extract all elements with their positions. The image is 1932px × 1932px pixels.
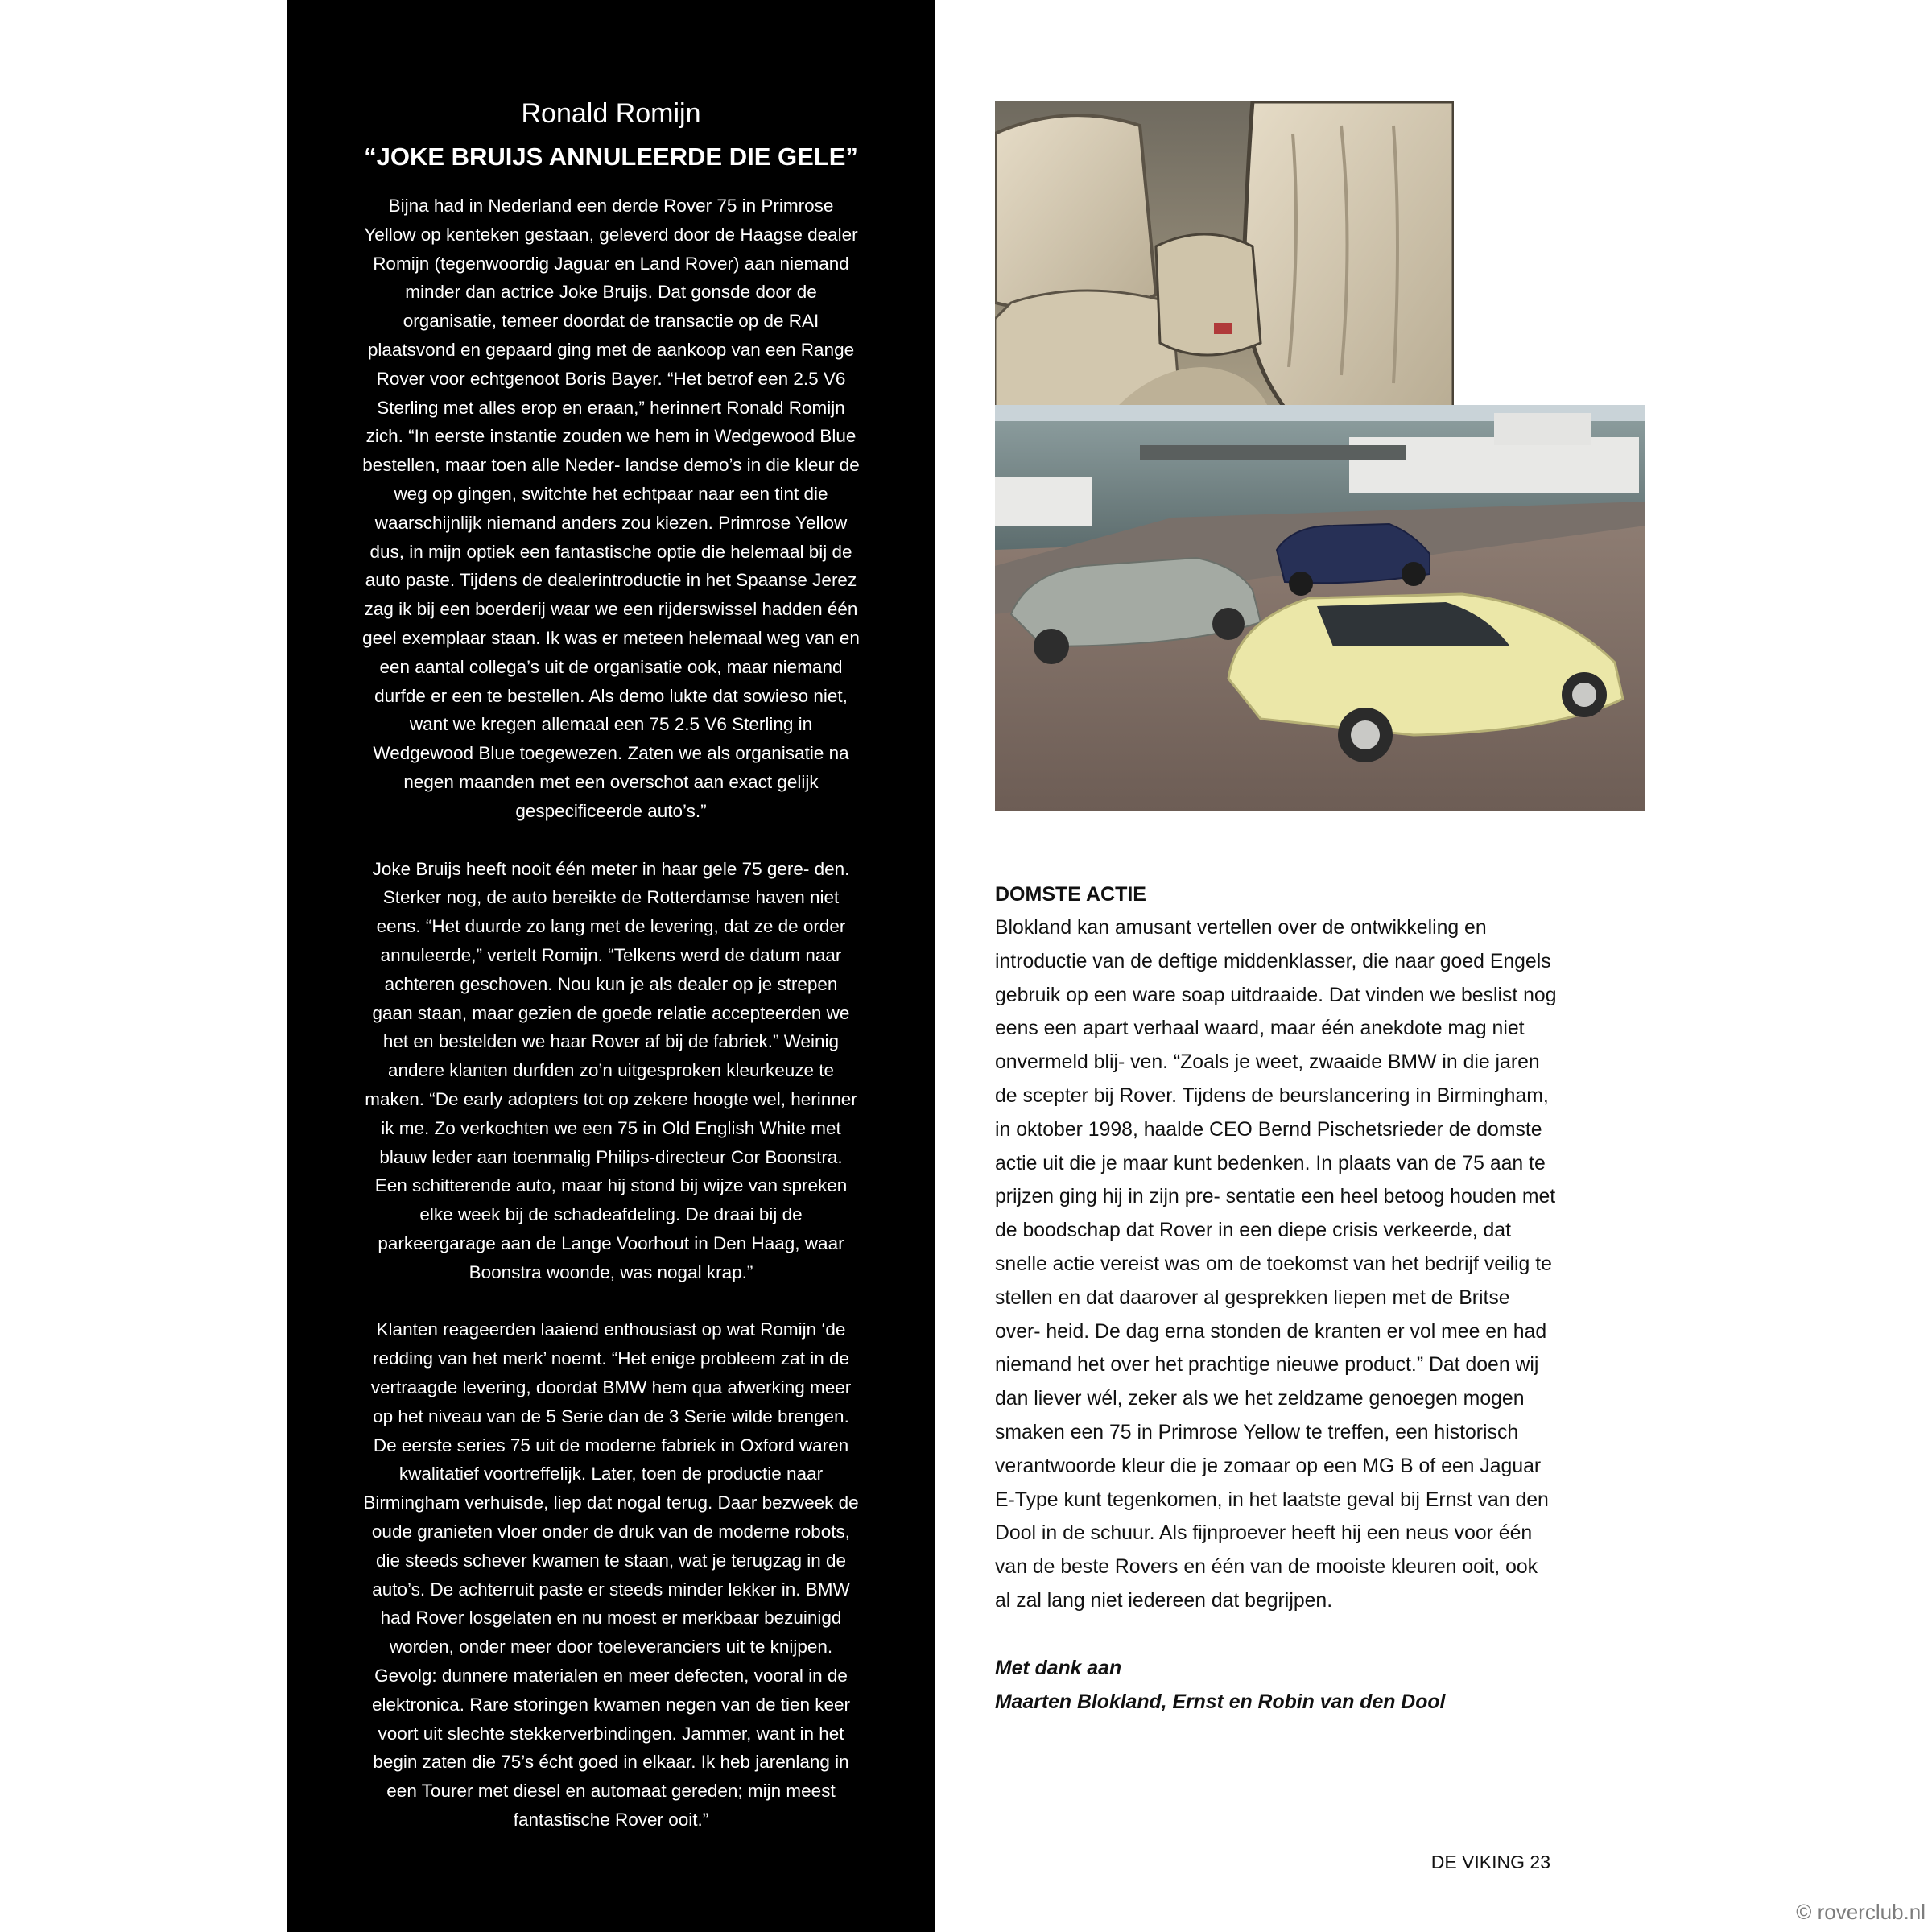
article-heading: DOMSTE ACTIE xyxy=(995,883,1146,906)
article xyxy=(995,877,1558,1719)
credits-title: Met dank aan xyxy=(995,1657,1122,1679)
sidebar-panel xyxy=(287,0,935,1932)
page-number-label: DE VIKING 23 xyxy=(1430,1852,1550,1872)
credits xyxy=(995,1652,1558,1719)
sidebar-name: Ronald Romijn xyxy=(521,98,701,129)
sidebar-headline: “JOKE BRUIJS ANNULEERDE DIE GELE” xyxy=(364,142,858,171)
sidebar-paragraph: Klanten reageerden laaiend enthousiast op wat Romijn ‘de redding van het merk’ noemt. “Het enige probleem zat in de vertraagde levering, doordat BMW hem qua afwerking meer op het niveau van de 5 Serie dan de 3 Serie wilde brengen. De eerste series 75 uit de moderne fabriek in Oxford waren kwalitatief voortreffelijk. Later, toen de productie naar Birmingham verhuisde, liep dat nogal terug. Daar bezweek de oude granieten vloer onder de druk van de moderne robots, die steeds schever kwamen te staan, wat je terugzag in de auto’s. De achterruit paste er steeds minder lekker in. BMW had Rover losgelaten en nu moest er merkbaar bezuinigd worden, onder meer door toeleveranciers uit te knijpen. Gevolg: dunnere materialen en meer defecten, vooral in de elektronica. Rare storingen kwamen negen van de tien keer voort uit slechte stekkerverbindingen. Jammer, want in het begin zaten die 75’s écht goed in elkaar. Ik heb jarenlang in een Tourer met diesel en automaat gereden; mijn meest fantastische Rover ooit.” xyxy=(363,1319,859,1831)
sidebar-paragraph: Bijna had in Nederland een derde Rover 75 in Primrose Yellow op kenteken gestaan, geleverd door de Haagse dealer Romijn (tegenwoordig Jaguar en Land Rover) aan niemand minder dan actrice Joke Bruijs. Dat gonsde door de organisatie, temeer doordat de transactie op de RAI plaatsvond en gepaard ging met de aankoop van een Range Rover voor echtgenoot Boris Bayer. “Het betrof een 2.5 V6 Sterling met alles erop en eraan,” herinnert Ronald Romijn zich. “In eerste instantie zouden we hem in Wedgewood Blue bestellen, maar toen alle Neder- landse demo’s in die kleur de weg op gingen, switchte het echtpaar naar een tint die waarschijnlijk niemand anders zou kiezen. Primrose Yellow dus, in mijn optiek een fantastische optie die helemaal bij de auto paste. Tijdens de dealerintroductie in het Spaanse Jerez zag ik bij een boerderij waar we een rijderswissel hadden één geel exemplaar staan. Ik was er meteen helemaal weg van en een aantal collega’s uit de organisatie ook, maar niemand durfde er een te bestellen. Als demo lukte dat sowieso niet, want we kregen allemaal een 75 2.5 V6 Sterling in Wedgewood Blue toegewezen. Zaten we als organisatie na negen maanden met een overschot aan exact gelijk gespecificeerde auto’s.” xyxy=(362,196,860,821)
credits-names: Maarten Blokland, Ernst en Robin van den Dool xyxy=(995,1690,1446,1713)
photo-harbour-cars xyxy=(995,405,1645,811)
sidebar-body xyxy=(362,192,860,1864)
article-body: Blokland kan amusant vertellen over de ontwikkeling en introductie van de deftige middenklasser, die naar goed Engels gebruik op een ware soap uitdraaide. Dat vinden we beslist nog eens een apart verhaal waard, maar één anekdote mag niet onvermeld blij- ven. “Zoals je weet, zwaaide BMW in die jaren de scepter bij Rover. Tijdens de beurslancering in Birmingham, in oktober 1998, haalde CEO Bernd Pischetsrieder de domste actie uit die je maar kunt bedenken. In plaats van de 75 aan te prijzen ging hij in zijn pre- sentatie een heel betoog houden met de boodschap dat Rover in een diepe crisis verkeerde, dat snelle actie vereist was om de toekomst van het bedrijf veilig te stellen en dat daarover al gesprekken liepen met de Britse over- heid. De dag erna stonden de kranten er vol mee en had niemand het over het prachtige nieuwe product.” Dat doen wij dan liever wél, zeker als we het zeldzame genoegen mogen smaken een 75 in Primrose Yellow te treffen, een historisch verantwoorde kleur die je zomaar op een MG B of een Jaguar E-Type kunt tegenkomen, in het laatste geval bij Ernst van den Dool in de schuur. Als fijnproever heeft hij een neus voor één van de beste Rovers en één van de mooiste kleuren ooit, ook al zal lang niet iedereen dat begrijpen. xyxy=(995,917,1557,1612)
photo-interior-seats xyxy=(995,101,1454,408)
watermark: © roverclub.nl xyxy=(1796,1900,1926,1924)
sidebar-paragraph: Joke Bruijs heeft nooit één meter in haar gele 75 gere- den. Sterker nog, de auto bereikte de Rotterdamse haven niet eens. “Het duurde zo lang met de levering, dat ze de order annuleerde,” vertelt Romijn. “Telkens werd de datum naar achteren geschoven. Nou kun je als dealer op je strepen gaan staan, maar gezien de goede relatie accepteerden we het en bestelden we haar Rover af bij de fabriek.” Weinig andere klanten durfden zo’n uitgesproken kleurkeuze te maken. “De early adopters tot op zekere hoogte wel, herinner ik me. Zo verkochten we een 75 in Old English White met blauw leder aan toenmalig Philips-directeur Cor Boonstra. Een schitterende auto, maar hij stond bij wijze van spreken elke week bij de schadeafdeling. De draai bij de parkeergarage aan de Lange Voorhout in Den Haag, waar Boonstra woonde, was nogal krap.” xyxy=(365,858,857,1282)
